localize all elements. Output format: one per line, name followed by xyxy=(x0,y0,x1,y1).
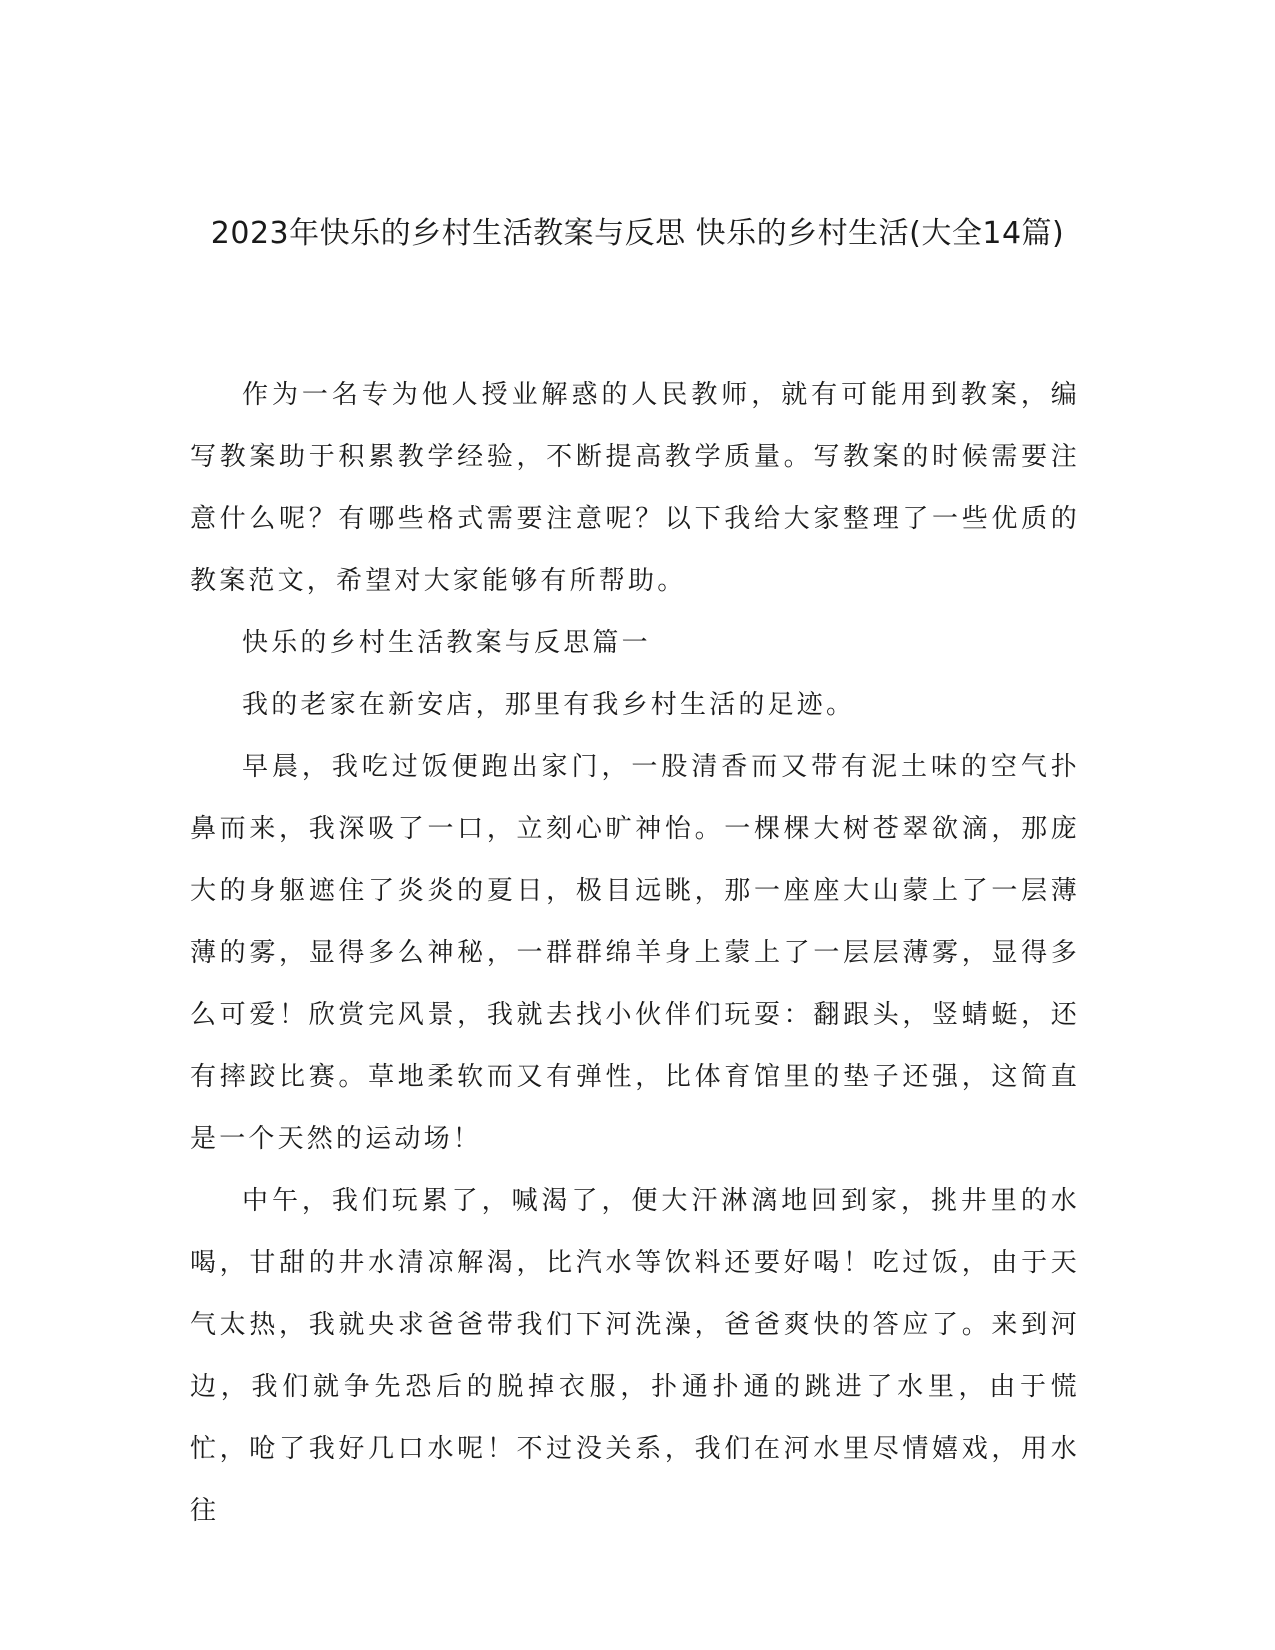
body-paragraph: 我的老家在新安店，那里有我乡村生活的足迹。 xyxy=(242,690,856,720)
body-paragraph: 早晨，我吃过饭便跑出家门，一股清香而又带有泥土味的空气扑鼻而来，我深吸了一口，立刻心旷神怡。一棵棵大树苍翠欲滴，那庞大的身躯遮住了炎炎的夏日，极目远眺，那一座座大山蒙上了一层薄薄的雾，显得多么神秘，一群群绵羊身上蒙上了一层层薄雾，显得多么可爱！欣赏完风景，我就去找小伙伴们玩耍：翻跟头，竖蜻蜓，还有摔跤比赛。草地柔软而又有弹性，比体育馆里的垫子还强，这简直是一个天然的运动场！ xyxy=(190,752,1080,1154)
intro-paragraph: 作为一名专为他人授业解惑的人民教师，就有可能用到教案，编写教案助于积累教学经验，不断提高教学质量。写教案的时候需要注意什么呢？有哪些格式需要注意呢？以下我给大家整理了一些优质的教案范文，希望对大家能够有所帮助。 xyxy=(190,380,1080,596)
document-body xyxy=(190,364,1080,1542)
body-paragraph: 中午，我们玩累了，喊渴了，便大汗淋漓地回到家，挑井里的水喝，甘甜的井水清凉解渴，比汽水等饮料还要好喝！吃过饭，由于天气太热，我就央求爸爸带我们下河洗澡，爸爸爽快的答应了。来到河边，我们就争先恐后的脱掉衣服，扑通扑通的跳进了水里，由于慌忙，呛了我好几口水呢！不过没关系，我们在河水里尽情嬉戏，用水往 xyxy=(190,1186,1080,1526)
document-title: 2023年快乐的乡村生活教案与反思 快乐的乡村生活(大全14篇) xyxy=(210,216,1065,251)
section-heading: 快乐的乡村生活教案与反思篇一 xyxy=(242,628,651,658)
